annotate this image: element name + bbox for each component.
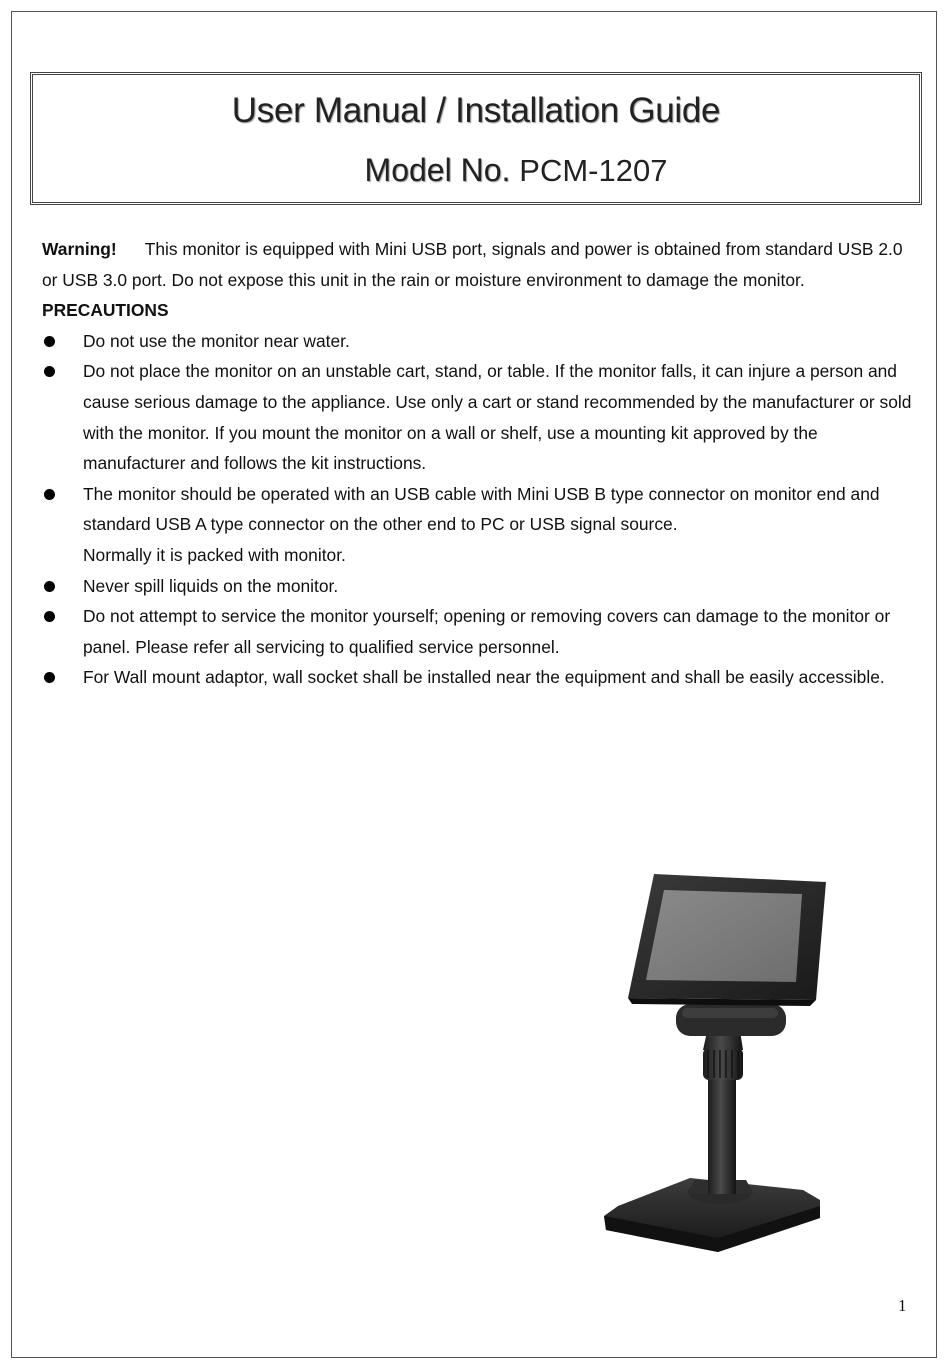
bullet-icon: [44, 489, 55, 500]
bullet-icon: [44, 366, 55, 377]
list-item: [42, 356, 912, 478]
precautions-heading: PRECAUTIONS: [42, 300, 169, 321]
list-item-text: Never spill liquids on the monitor.: [83, 575, 339, 596]
warning-label: Warning!: [42, 239, 117, 259]
page-number: 1: [898, 1296, 907, 1315]
model-number: PCM-1207: [519, 153, 668, 188]
list-item: [42, 571, 912, 602]
warning-paragraph: [42, 234, 912, 295]
list-item-text: Do not use the monitor near water.: [83, 330, 350, 351]
bullet-icon: [44, 336, 55, 347]
list-item: [42, 479, 912, 571]
bullet-icon: [44, 611, 55, 622]
list-item: [42, 326, 912, 357]
title-box: [30, 72, 922, 205]
precautions-list: [42, 326, 912, 693]
list-item-text: For Wall mount adaptor, wall socket shall be installed near the equipment and shall be easily accessible.: [83, 667, 885, 688]
document-body: [42, 234, 912, 693]
list-item: [42, 601, 912, 662]
bullet-icon: [44, 581, 55, 592]
monitor-illustration: [598, 868, 828, 1260]
model-label: Model No.: [364, 152, 511, 188]
warning-text: This monitor is equipped with Mini USB port, signals and power is obtained from standard USB 2.0 or USB 3.0 port. Do not expose this unit in the rain or moisture environment to damage the monitor.: [42, 239, 903, 290]
model-line: [33, 152, 919, 189]
list-item-text: Do not attempt to service the monitor yourself; opening or removing covers can damage to the monitor or panel. Please refer all servicing to qualified service personnel.: [83, 606, 891, 657]
document-title: User Manual / Installation Guide: [231, 91, 721, 130]
list-item-text: The monitor should be operated with an USB cable with Mini USB B type connector on monitor end and standard USB A type connector on the other end to PC or USB signal source.: [83, 483, 880, 535]
list-item-text: Do not place the monitor on an unstable cart, stand, or table. If the monitor falls, it can injure a person and cause serious damage to the appliance. Use only a cart or stand recommended by the manufacturer or sold with the monitor. If you mount the monitor on a wall or shelf, use a mounting kit approved by the manufacturer and follows the kit instructions.: [83, 361, 912, 474]
bullet-icon: [44, 672, 55, 683]
list-item: [42, 662, 912, 693]
list-item-note: Normally it is packed with monitor.: [83, 544, 346, 565]
